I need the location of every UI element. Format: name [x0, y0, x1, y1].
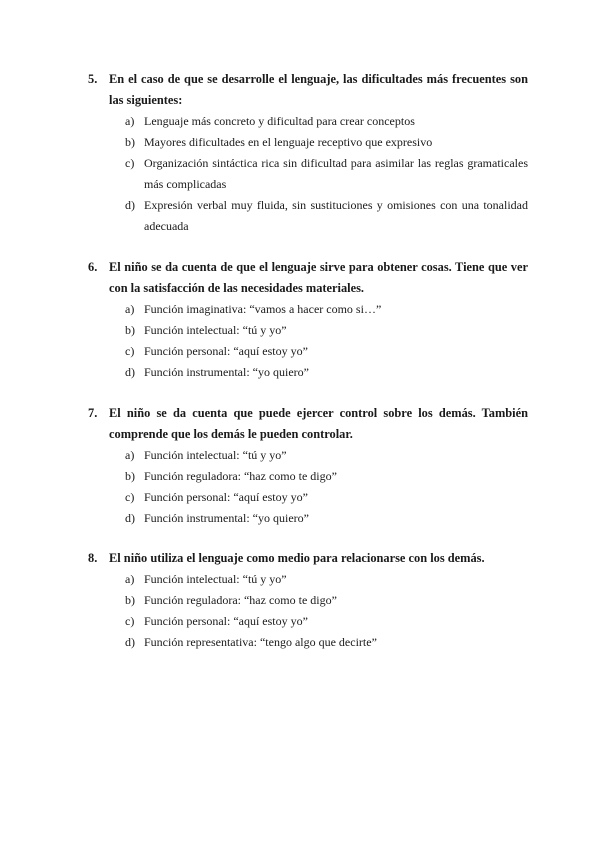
option-text: Expresión verbal muy fluida, sin sustituciones y omisiones con una tonalidad adecuada: [144, 198, 528, 233]
question-stem: [0, 548, 600, 569]
option-a: [0, 445, 600, 466]
option-b: [0, 320, 600, 341]
question-5: [0, 69, 600, 237]
option-list: [0, 299, 600, 383]
question-number: 7.: [88, 406, 98, 420]
option-text: Mayores dificultades en el lenguaje receptivo que expresivo: [144, 135, 433, 149]
option-d: [0, 632, 600, 653]
option-d: [0, 195, 600, 237]
option-letter: d): [125, 198, 135, 212]
option-letter: b): [125, 135, 135, 149]
option-letter: b): [125, 323, 135, 337]
option-text: Función intelectual: “tú y yo”: [144, 572, 287, 586]
option-text: Función intelectual: “tú y yo”: [144, 448, 287, 462]
option-text: Función reguladora: “haz como te digo”: [144, 469, 337, 483]
option-b: [0, 466, 600, 487]
question-6: [0, 257, 600, 383]
option-text: Función personal: “aquí estoy yo”: [144, 490, 308, 504]
option-text: Función reguladora: “haz como te digo”: [144, 593, 337, 607]
option-letter: d): [125, 511, 135, 525]
option-letter: c): [125, 490, 135, 504]
question-number: 6.: [88, 260, 98, 274]
option-letter: c): [125, 156, 135, 170]
option-d: [0, 508, 600, 529]
option-text: Función personal: “aquí estoy yo”: [144, 614, 308, 628]
option-text: Lenguaje más concreto y dificultad para crear conceptos: [144, 114, 415, 128]
question-text: El niño se da cuenta que puede ejercer control sobre los demás. También comprende que los demás le pueden controlar.: [109, 406, 528, 441]
question-stem: [0, 257, 600, 299]
question-7: [0, 403, 600, 529]
option-a: [0, 299, 600, 320]
option-text: Función representativa: “tengo algo que decirte”: [144, 635, 377, 649]
question-8: [0, 548, 600, 653]
option-list: [0, 445, 600, 529]
option-letter: a): [125, 114, 135, 128]
option-c: [0, 341, 600, 362]
option-c: [0, 487, 600, 508]
option-a: [0, 111, 600, 132]
option-d: [0, 362, 600, 383]
option-letter: a): [125, 572, 135, 586]
option-text: Función imaginativa: “vamos a hacer como si…”: [144, 302, 382, 316]
option-letter: c): [125, 344, 135, 358]
option-list: [0, 569, 600, 653]
option-letter: a): [125, 302, 135, 316]
option-letter: d): [125, 635, 135, 649]
option-letter: b): [125, 593, 135, 607]
option-b: [0, 132, 600, 153]
option-c: [0, 153, 600, 195]
option-b: [0, 590, 600, 611]
option-letter: c): [125, 614, 135, 628]
option-text: Función instrumental: “yo quiero”: [144, 511, 309, 525]
option-list: [0, 111, 600, 237]
option-a: [0, 569, 600, 590]
option-c: [0, 611, 600, 632]
question-text: El niño utiliza el lenguaje como medio para relacionarse con los demás.: [109, 551, 485, 565]
option-letter: b): [125, 469, 135, 483]
option-text: Función intelectual: “tú y yo”: [144, 323, 287, 337]
option-letter: d): [125, 365, 135, 379]
option-letter: a): [125, 448, 135, 462]
question-number: 5.: [88, 72, 98, 86]
question-number: 8.: [88, 551, 98, 565]
question-stem: [0, 69, 600, 111]
question-text: En el caso de que se desarrolle el lenguaje, las dificultades más frecuentes son las siguientes:: [109, 72, 528, 107]
option-text: Función personal: “aquí estoy yo”: [144, 344, 308, 358]
question-stem: [0, 403, 600, 445]
option-text: Función instrumental: “yo quiero”: [144, 365, 309, 379]
option-text: Organización sintáctica rica sin dificultad para asimilar las reglas gramaticales más complicadas: [144, 156, 528, 191]
question-text: El niño se da cuenta de que el lenguaje sirve para obtener cosas. Tiene que ver con la satisfacción de las necesidades materiales.: [109, 260, 528, 295]
